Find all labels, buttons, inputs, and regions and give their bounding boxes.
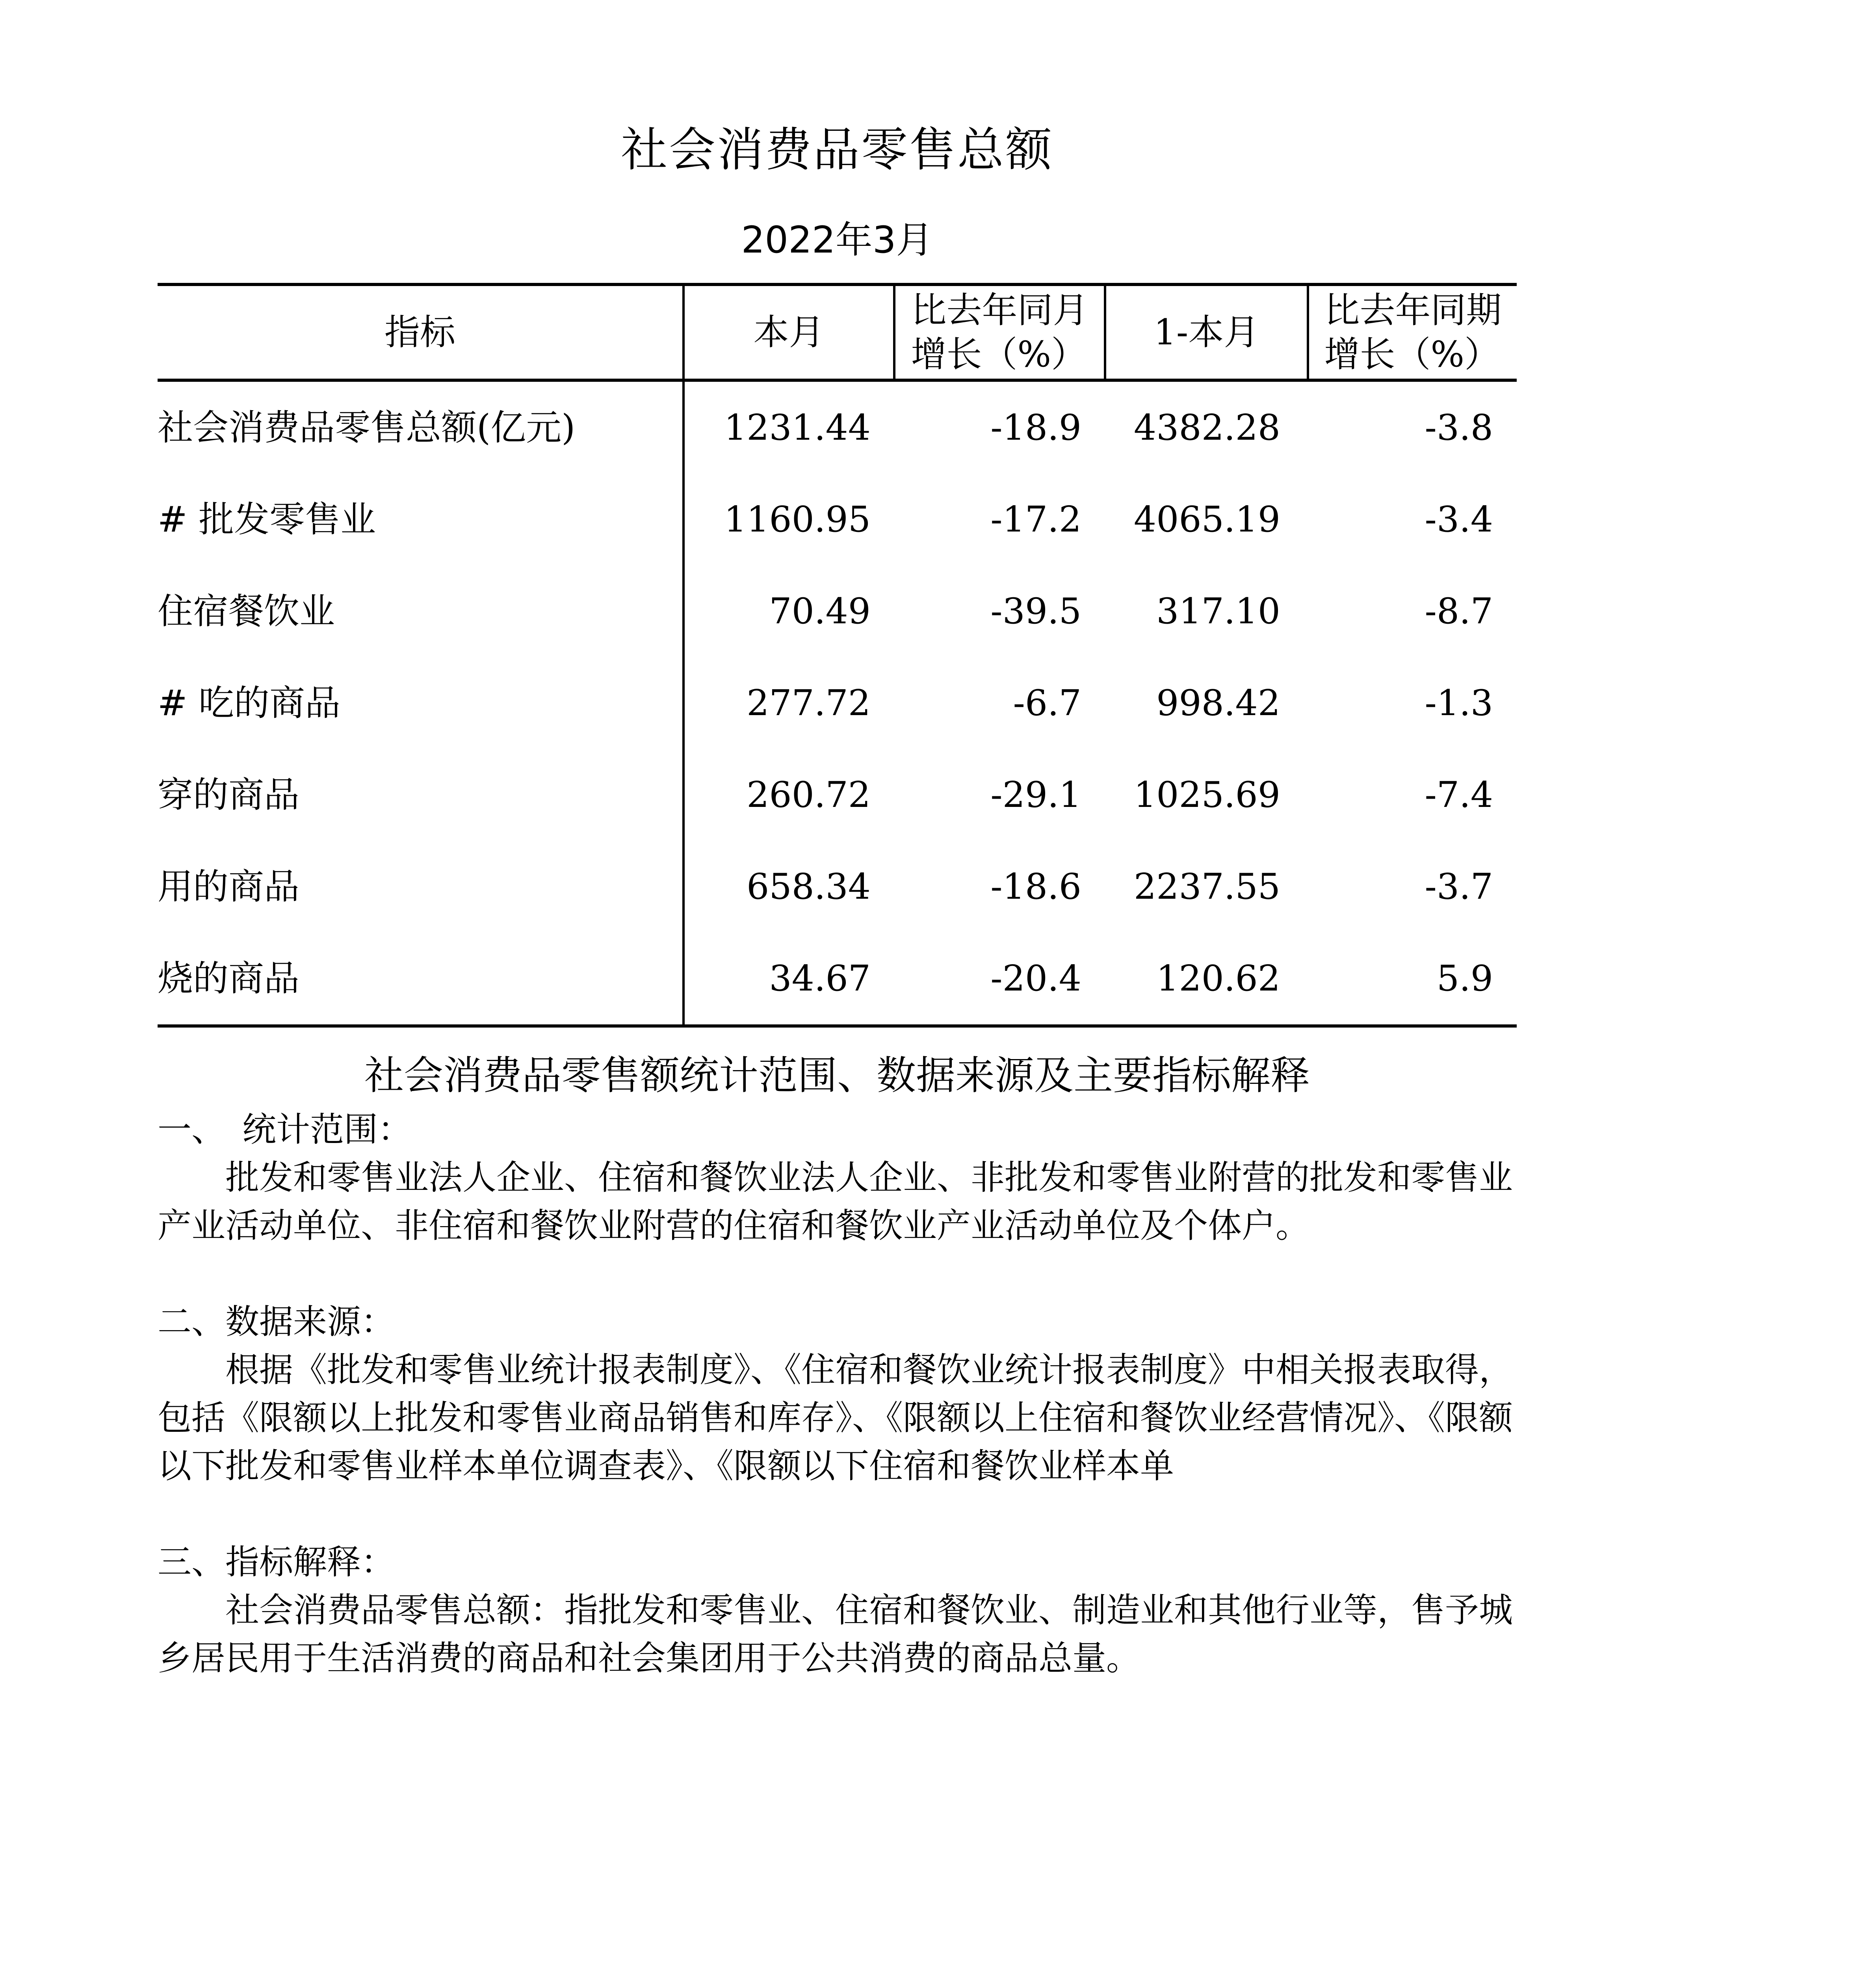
section-scope-heading: 一、 统计范围： [158,1110,412,1149]
row-cumulative: 2237.55 [1133,866,1280,907]
section-definition-heading: 三、指标解释： [158,1543,395,1582]
retail-sales-table [158,283,1517,1028]
section-spacer [158,1250,1517,1298]
row-current-month: 1160.95 [724,498,871,540]
header-current-month [684,284,894,380]
row-yoy-cumulative: -1.3 [1425,682,1493,724]
row-current-month: 277.72 [747,682,871,724]
header-cumulative-label: 1-本月 [1153,311,1259,353]
notes-title: 社会消费品零售额统计范围、数据来源及主要指标解释 [364,1052,1310,1098]
row-yoy-month: -20.4 [894,933,1105,1026]
row-cumulative: 4382.28 [1133,407,1280,448]
row-yoy-month: -18.6 [990,866,1081,907]
header-yoy-month-line-1: 比去年同月 [911,289,1088,331]
table-row-clothing-goods [158,749,1517,841]
row-yoy-cumulative: -7.4 [1425,774,1493,816]
header-yoy-cumulative [1308,284,1517,380]
table-row-daily-use-goods [158,841,1517,933]
header-yoy-month-line-2: 增长（%） [911,333,1087,375]
table-row-accommodation-catering [158,565,1517,657]
row-indicator: 社会消费品零售总额(亿元) [158,380,684,474]
row-indicator: 烧的商品 [158,933,684,1026]
header-indicator-label: 指标 [384,311,455,353]
row-cumulative: 998.42 [1156,682,1280,724]
row-yoy-month: -17.2 [990,498,1081,540]
section-scope-body: 批发和零售业法人企业、住宿和餐饮业法人企业、非批发和零售业附营的批发和零售业产业活动单位、非住宿和餐饮业附营的住宿和餐饮业产业活动单位及个体户。 [158,1158,1513,1245]
header-yoy-cumulative-label [1324,288,1502,377]
header-indicator [158,284,684,380]
report-period: 2022年3月 [741,219,933,262]
row-cumulative: 317.10 [1156,590,1280,632]
header-yoy-cumulative-line-1: 比去年同期 [1324,289,1502,331]
row-yoy-month: -39.5 [990,590,1081,632]
row-cumulative: 1025.69 [1133,774,1280,816]
row-cumulative: 4065.19 [1133,498,1280,540]
header-current-month-label: 本月 [753,311,825,353]
header-yoy-month [894,284,1105,380]
row-current-month: 260.72 [747,774,871,816]
row-current-month: 658.34 [747,866,871,907]
row-yoy-cumulative: -8.7 [1425,590,1493,632]
row-yoy-month: -29.1 [990,774,1081,816]
row-cumulative: 120.62 [1105,933,1308,1026]
row-indicator: # 批发零售业 [158,474,684,565]
row-yoy-month: -6.7 [1013,682,1081,724]
table-row-fuel-goods [158,933,1517,1026]
row-current-month: 1231.44 [724,407,871,448]
row-indicator: 用的商品 [158,841,684,933]
row-yoy-cumulative: -3.4 [1425,498,1493,540]
section-source-body: 根据《批发和零售业统计报表制度》、《住宿和餐饮业统计报表制度》中相关报表取得，包括《限额以上批发和零售业商品销售和库存》、《限额以上住宿和餐饮业经营情况》、《限额以下批发和零售业样本单位调查表》、《限额以下住宿和餐饮业样本单 [158,1350,1513,1486]
section-spacer [158,1490,1517,1538]
section-definition-body: 社会消费品零售总额：指批发和零售业、住宿和餐饮业、制造业和其他行业等，售予城乡居民用于生活消费的商品和社会集团用于公共消费的商品总量。 [158,1591,1513,1678]
row-indicator: 住宿餐饮业 [158,565,684,657]
row-yoy-cumulative: -3.8 [1425,407,1493,448]
header-yoy-month-label [911,288,1088,377]
row-yoy-cumulative: 5.9 [1308,933,1517,1026]
header-yoy-cumulative-line-2: 增长（%） [1324,333,1500,375]
table-header-row [158,284,1517,380]
section-source-heading: 二、数据来源： [158,1302,395,1342]
notes-section [158,1048,1517,1682]
row-current-month: 34.67 [684,933,894,1026]
document-title: 社会消费品零售总额 [620,123,1053,177]
row-yoy-month: -18.9 [990,407,1081,448]
row-current-month: 70.49 [769,590,871,632]
row-indicator: # 吃的商品 [158,657,684,749]
row-yoy-cumulative: -3.7 [1425,866,1493,907]
header-cumulative [1105,284,1308,380]
table-row-wholesale-retail [158,474,1517,565]
table-row-food-goods [158,657,1517,749]
row-indicator: 穿的商品 [158,749,684,841]
table-row-total [158,380,1517,474]
